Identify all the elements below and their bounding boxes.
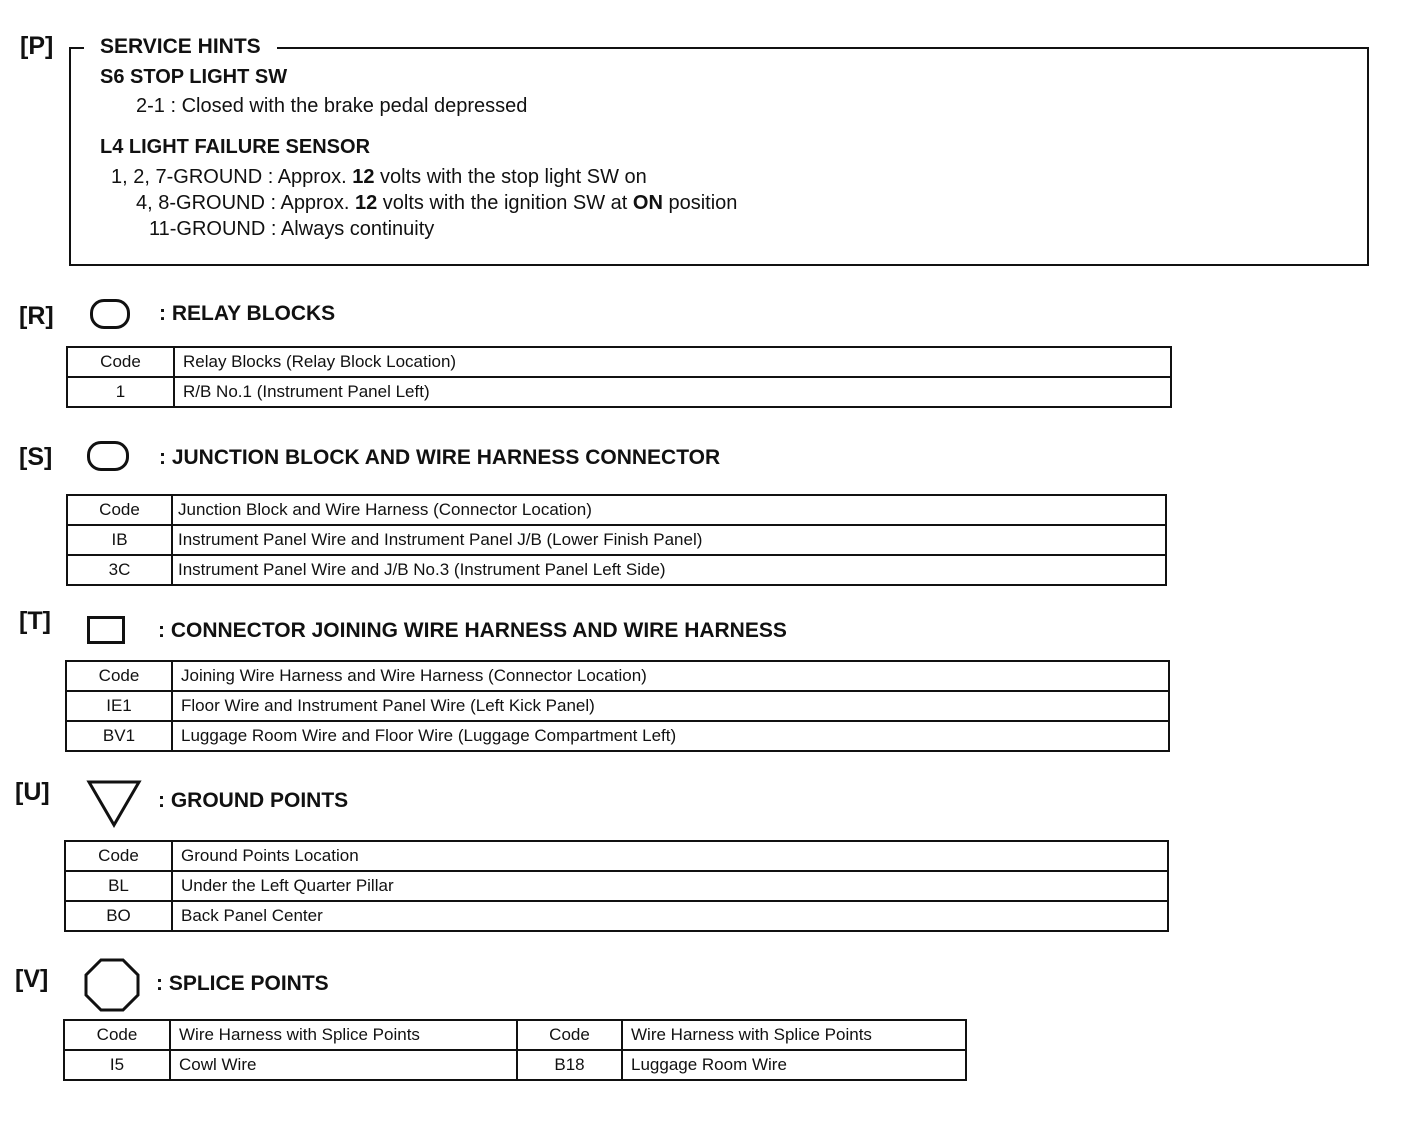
splice-points-title: : SPLICE POINTS — [156, 972, 329, 995]
section-letter-s: [S] — [19, 443, 53, 471]
code-cell: IB — [67, 525, 172, 555]
table-row — [64, 1050, 966, 1080]
description-header: Relay Blocks (Relay Block Location) — [174, 347, 1171, 377]
code-header: Code — [65, 841, 172, 871]
code-cell: I5 — [64, 1050, 170, 1080]
l4-line-2: 4, 8-GROUND : Approx. 12 volts with the ignition SW at ON position — [136, 192, 738, 214]
rounded-rectangle-icon — [87, 441, 129, 471]
description-cell: Back Panel Center — [172, 901, 1168, 931]
description-cell: Instrument Panel Wire and Instrument Panel J/B (Lower Finish Panel) — [172, 525, 1166, 555]
table-row — [65, 871, 1168, 901]
code-cell: BL — [65, 871, 172, 901]
code-cell: 3C — [67, 555, 172, 585]
s6-heading: S6 STOP LIGHT SW — [100, 66, 288, 88]
table-row — [66, 691, 1169, 721]
rounded-rectangle-icon — [90, 299, 130, 329]
section-letter-p: [P] — [20, 32, 54, 60]
code-header: Code — [517, 1020, 622, 1050]
code-cell: BV1 — [66, 721, 172, 751]
table-header-row — [64, 1020, 966, 1050]
description-cell: Instrument Panel Wire and J/B No.3 (Instrument Panel Left Side) — [172, 555, 1166, 585]
code-cell: B18 — [517, 1050, 622, 1080]
description-cell: Luggage Room Wire — [622, 1050, 966, 1080]
table-header-row — [67, 495, 1166, 525]
octagon-icon — [84, 958, 140, 1012]
connector-title: : CONNECTOR JOINING WIRE HARNESS AND WIRE HARNESS — [158, 619, 787, 642]
table-row — [67, 555, 1166, 585]
description-header: Junction Block and Wire Harness (Connector Location) — [172, 495, 1166, 525]
code-cell: IE1 — [66, 691, 172, 721]
description-header: Ground Points Location — [172, 841, 1168, 871]
description-cell: Luggage Room Wire and Floor Wire (Luggage Compartment Left) — [172, 721, 1169, 751]
description-cell: Under the Left Quarter Pillar — [172, 871, 1168, 901]
code-cell: 1 — [67, 377, 174, 407]
table-row — [66, 721, 1169, 751]
section-letter-u: [U] — [15, 778, 50, 806]
description-cell: Cowl Wire — [170, 1050, 517, 1080]
section-letter-r: [R] — [19, 302, 54, 330]
junction-block-table — [66, 494, 1167, 586]
ground-points-title: : GROUND POINTS — [158, 789, 349, 812]
rectangle-icon — [87, 616, 125, 644]
down-triangle-icon — [86, 779, 142, 829]
description-header: Wire Harness with Splice Points — [170, 1020, 517, 1050]
table-header-row — [66, 661, 1169, 691]
description-header: Wire Harness with Splice Points — [622, 1020, 966, 1050]
service-hints-title: SERVICE HINTS — [84, 35, 277, 59]
table-header-row — [67, 347, 1171, 377]
l4-line-3: 11-GROUND : Always continuity — [149, 218, 435, 240]
section-letter-v: [V] — [15, 965, 49, 993]
code-header: Code — [67, 495, 172, 525]
code-header: Code — [67, 347, 174, 377]
ground-points-table — [64, 840, 1169, 932]
table-row — [65, 901, 1168, 931]
relay-blocks-table — [66, 346, 1172, 408]
junction-block-title: : JUNCTION BLOCK AND WIRE HARNESS CONNECTOR — [159, 446, 721, 469]
relay-blocks-title: : RELAY BLOCKS — [159, 302, 336, 325]
description-cell: R/B No.1 (Instrument Panel Left) — [174, 377, 1171, 407]
s6-line-1: 2-1 : Closed with the brake pedal depressed — [136, 95, 528, 117]
code-header: Code — [64, 1020, 170, 1050]
table-row — [67, 525, 1166, 555]
connector-table — [65, 660, 1170, 752]
code-cell: BO — [65, 901, 172, 931]
description-header: Joining Wire Harness and Wire Harness (Connector Location) — [172, 661, 1169, 691]
l4-heading: L4 LIGHT FAILURE SENSOR — [100, 136, 371, 158]
l4-line-1: 1, 2, 7-GROUND : Approx. 12 volts with the stop light SW on — [111, 166, 647, 188]
splice-points-table — [63, 1019, 967, 1081]
table-row — [67, 377, 1171, 407]
section-letter-t: [T] — [19, 607, 51, 635]
code-header: Code — [66, 661, 172, 691]
description-cell: Floor Wire and Instrument Panel Wire (Left Kick Panel) — [172, 691, 1169, 721]
table-header-row — [65, 841, 1168, 871]
